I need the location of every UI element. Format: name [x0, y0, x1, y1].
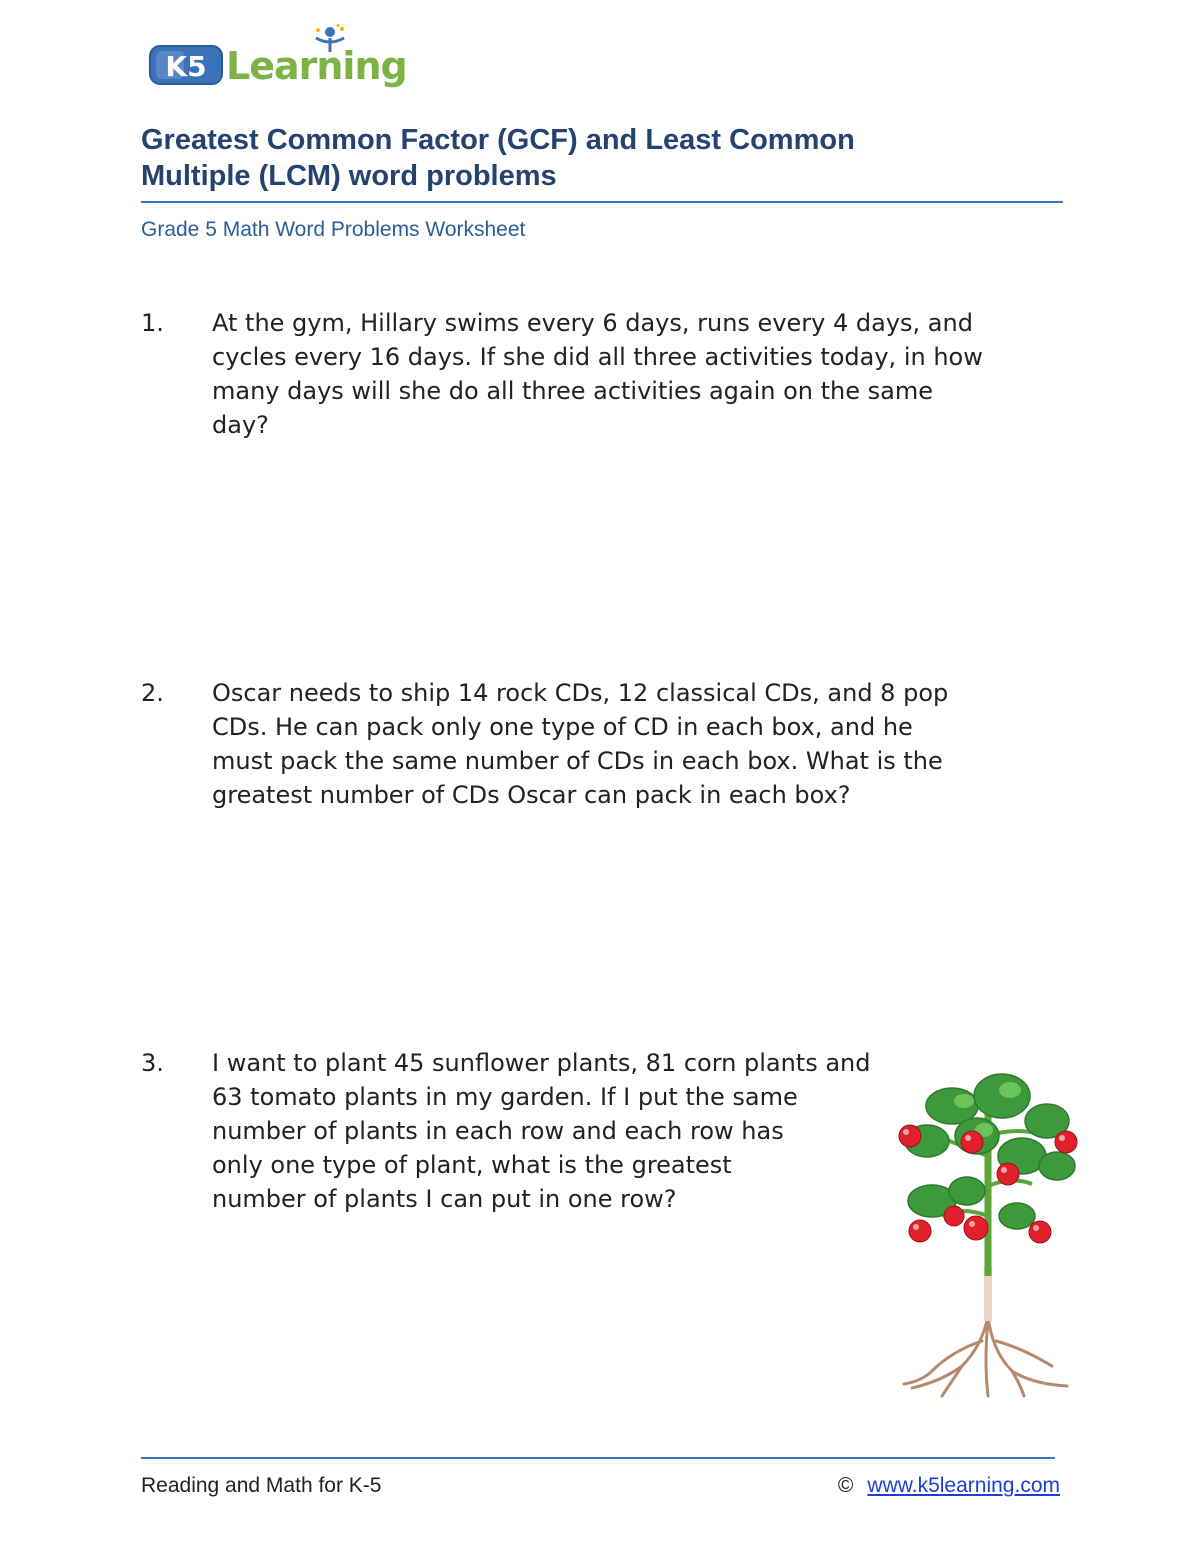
footer-divider	[141, 1457, 1055, 1459]
problem-line: 63 tomato plants in my garden. If I put the same	[212, 1083, 798, 1111]
problem-line: must pack the same number of CDs in each box. What is the	[212, 747, 943, 775]
problem-line: cycles every 16 days. If she did all three activities today, in how	[212, 343, 983, 371]
page-subtitle: Grade 5 Math Word Problems Worksheet	[141, 218, 526, 241]
problem-line: number of plants in each row and each row has	[212, 1117, 784, 1145]
footer-copyright	[838, 1474, 1060, 1498]
problem-number: 3.	[141, 1049, 164, 1077]
title-line: Multiple (LCM) word problems	[141, 160, 557, 192]
footer-tagline: Reading and Math for K-5	[141, 1474, 382, 1497]
tomato-plant-icon	[892, 1066, 1088, 1400]
website-link[interactable]: www.k5learning.com	[867, 1474, 1060, 1497]
k5-learning-logo	[142, 24, 412, 94]
k5-badge-icon	[148, 42, 224, 88]
header-divider	[141, 201, 1063, 203]
title-line: Greatest Common Factor (GCF) and Least Common	[141, 124, 855, 156]
problem-text	[212, 1046, 871, 1216]
problem-number: 1.	[141, 309, 164, 337]
problem-line: I want to plant 45 sunflower plants, 81 corn plants and	[212, 1049, 871, 1077]
problem-line: day?	[212, 411, 269, 439]
problem-line: number of plants I can put in one row?	[212, 1185, 677, 1213]
problem-text	[212, 306, 983, 442]
problem-line: Oscar needs to ship 14 rock CDs, 12 classical CDs, and 8 pop	[212, 679, 949, 707]
problem-line: greatest number of CDs Oscar can pack in each box?	[212, 781, 851, 809]
problem-number: 2.	[141, 679, 164, 707]
problem-line: At the gym, Hillary swims every 6 days, runs every 4 days, and	[212, 309, 973, 337]
problem-text	[212, 676, 948, 812]
copyright-symbol: ©	[837, 1474, 854, 1497]
page-title	[141, 122, 1041, 194]
logo-badge-text: K5	[165, 50, 207, 83]
problem-line: only one type of plant, what is the greatest	[212, 1151, 732, 1179]
problem-line: many days will she do all three activities again on the same	[212, 377, 933, 405]
person-star-icon	[310, 24, 350, 64]
logo-word: Learning	[226, 44, 407, 88]
problem-line: CDs. He can pack only one type of CD in each box, and he	[212, 713, 913, 741]
